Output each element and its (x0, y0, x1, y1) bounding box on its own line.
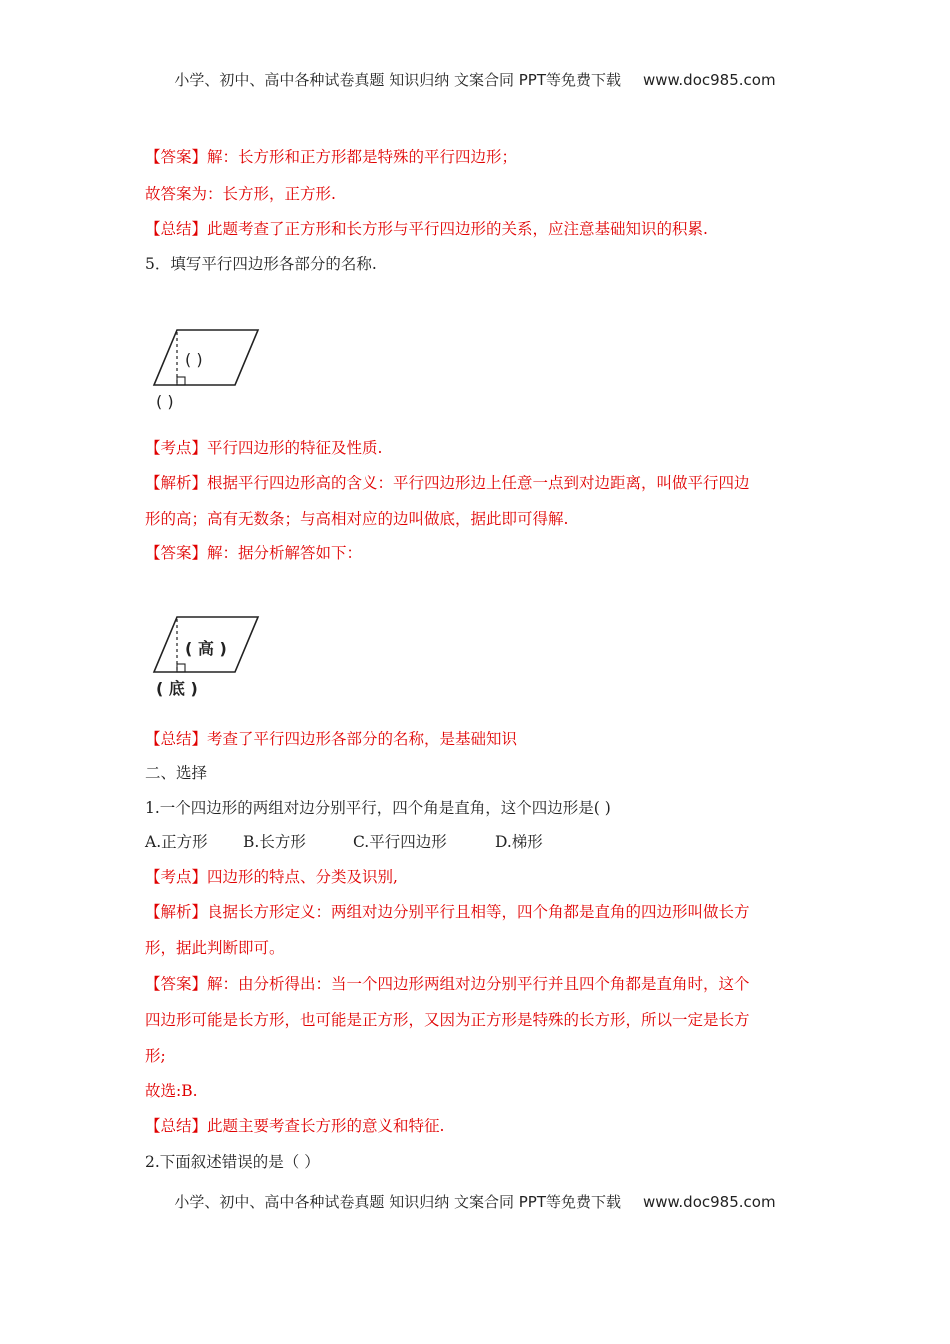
option-d: D.梯形 (495, 833, 543, 851)
q5-kaodian: 【考点】平行四边形的特征及性质. (145, 439, 383, 457)
c1-answer-2: 四边形可能是长方形，也可能是正方形，又因为正方形是特殊的长方形，所以一定是长方 (145, 1011, 750, 1029)
c1-options (145, 832, 805, 852)
right-angle-marker (177, 377, 185, 385)
option-a: A.正方形 (145, 833, 208, 851)
q5-answer: 【答案】解：据分析解答如下： (145, 544, 363, 562)
height-label: ( 高 ) (185, 639, 227, 658)
q5-question: 5．填写平行四边形各部分的名称. (145, 255, 377, 273)
parallelogram-figure-blank (145, 322, 275, 417)
section-title: 二、选择 (145, 764, 208, 782)
page-header (0, 69, 950, 90)
c1-answer-1: 【答案】解：由分析得出：当一个四边形两组对边分别平行并且四个角都是直角时，这个 (145, 975, 750, 993)
q5-summary: 【总结】考查了平行四边形各部分的名称，是基础知识 (145, 730, 518, 748)
c1-jiexi-1: 【解析】良据长方形定义：两组对边分别平行且相等，四个角都是直角的四边形叫做长方 (145, 903, 750, 921)
c1-summary: 【总结】此题主要考查长方形的意义和特征. (145, 1117, 445, 1135)
footer-url[interactable]: www.doc985.com (642, 1193, 776, 1211)
q4-summary: 【总结】此题考查了正方形和长方形与平行四边形的关系，应注意基础知识的积累. (145, 220, 708, 238)
c2-question: 2.下面叙述错误的是（ ） (145, 1153, 320, 1171)
header-url[interactable]: www.doc985.com (642, 71, 776, 89)
c1-answer-3: 形; (145, 1047, 166, 1065)
base-label-blank: ( ) (156, 392, 174, 411)
q5-jiexi-2: 形的高；高有无数条；与高相对应的边叫做底，据此即可得解. (145, 510, 569, 528)
c1-jiexi-2: 形，据此判断即可。 (145, 939, 285, 957)
footer-text: 小学、初中、高中各种试卷真题 知识归纳 文案合同 PPT等免费下载 (174, 1193, 621, 1211)
page-footer (0, 1191, 950, 1212)
option-b: B.长方形 (243, 833, 306, 851)
right-angle-marker (177, 664, 185, 672)
option-c: C.平行四边形 (353, 833, 447, 851)
c1-answer-4: 故选:B. (145, 1082, 198, 1100)
c1-kaodian: 【考点】四边形的特点、分类及识别, (145, 868, 398, 886)
header-text: 小学、初中、高中各种试卷真题 知识归纳 文案合同 PPT等免费下载 (174, 71, 621, 89)
q4-answer-result: 故答案为：长方形，正方形. (145, 185, 336, 203)
height-label-blank: ( ) (185, 350, 203, 369)
parallelogram-figure-answer (145, 609, 275, 704)
q4-answer-line: 【答案】解：长方形和正方形都是特殊的平行四边形； (145, 148, 518, 166)
q5-jiexi-1: 【解析】根据平行四边形高的含义：平行四边形边上任意一点到对边距离，叫做平行四边 (145, 474, 750, 492)
base-label: ( 底 ) (156, 679, 198, 698)
c1-question: 1.一个四边形的两组对边分别平行，四个角是直角，这个四边形是( ) (145, 799, 611, 817)
parallelogram-shape (154, 330, 258, 385)
